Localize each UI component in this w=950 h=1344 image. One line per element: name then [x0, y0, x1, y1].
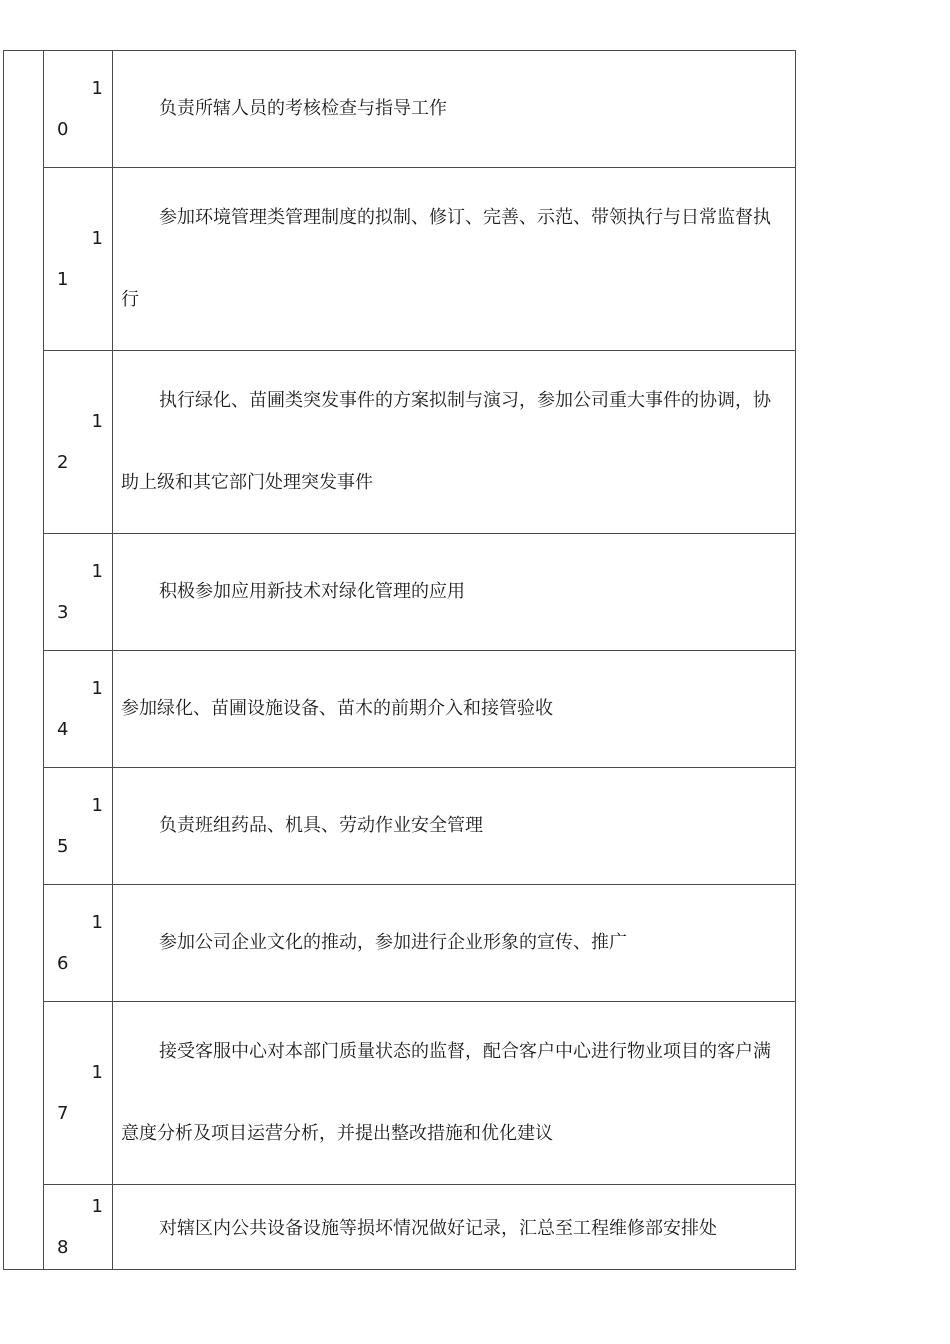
table-row: [4, 1185, 796, 1270]
item-number-digit: 0: [57, 119, 69, 140]
item-number-digit: 4: [57, 719, 69, 740]
item-number-digit: 5: [57, 836, 69, 857]
duty-description: 执行绿化、苗圃类突发事件的方案拟制与演习，参加公司重大事件的协调，协助上级和其它部门处理突发事件: [113, 351, 796, 534]
item-number-digit: 1: [57, 269, 69, 290]
duties-table: [3, 50, 796, 1270]
item-number-cell: [44, 1002, 113, 1185]
table-row: [4, 168, 796, 351]
table-row: [4, 885, 796, 1002]
item-number-digit: 1: [91, 411, 103, 432]
duty-description: 参加绿化、苗圃设施设备、苗木的前期介入和接管验收: [113, 651, 796, 768]
table-row: [4, 651, 796, 768]
duty-description: 参加环境管理类管理制度的拟制、修订、完善、示范、带领执行与日常监督执行: [113, 168, 796, 351]
duty-description: 参加公司企业文化的推动，参加进行企业形象的宣传、推广: [113, 885, 796, 1002]
item-number-cell: [44, 168, 113, 351]
item-number-cell: [44, 351, 113, 534]
item-number-digit: 1: [91, 561, 103, 582]
item-number-digit: 6: [57, 953, 69, 974]
item-number-cell: [44, 534, 113, 651]
table-row: [4, 1002, 796, 1185]
item-number-digit: 8: [57, 1237, 69, 1258]
item-number-digit: 1: [91, 1062, 103, 1083]
item-number-cell: [44, 768, 113, 885]
duty-description: 对辖区内公共设备设施等损坏情况做好记录，汇总至工程维修部安排处: [113, 1185, 796, 1270]
duty-description: 积极参加应用新技术对绿化管理的应用: [113, 534, 796, 651]
item-number-digit: 2: [57, 452, 69, 473]
item-number-digit: 1: [91, 78, 103, 99]
duty-description: 负责所辖人员的考核检查与指导工作: [113, 51, 796, 168]
item-number-digit: 1: [91, 1196, 103, 1217]
table-row: [4, 534, 796, 651]
item-number-cell: [44, 885, 113, 1002]
item-number-digit: 7: [57, 1103, 69, 1124]
category-cell: [4, 51, 44, 1270]
item-number-digit: 1: [91, 228, 103, 249]
table-row: [4, 351, 796, 534]
item-number-digit: 1: [91, 912, 103, 933]
item-number-cell: [44, 651, 113, 768]
item-number-cell: [44, 51, 113, 168]
duty-description: 负责班组药品、机具、劳动作业安全管理: [113, 768, 796, 885]
item-number-digit: 3: [57, 602, 69, 623]
duty-description: 接受客服中心对本部门质量状态的监督，配合客户中心进行物业项目的客户满意度分析及项目运营分析，并提出整改措施和优化建议: [113, 1002, 796, 1185]
item-number-cell: [44, 1185, 113, 1270]
item-number-digit: 1: [91, 795, 103, 816]
table-row: [4, 51, 796, 168]
table-row: [4, 768, 796, 885]
item-number-digit: 1: [91, 678, 103, 699]
